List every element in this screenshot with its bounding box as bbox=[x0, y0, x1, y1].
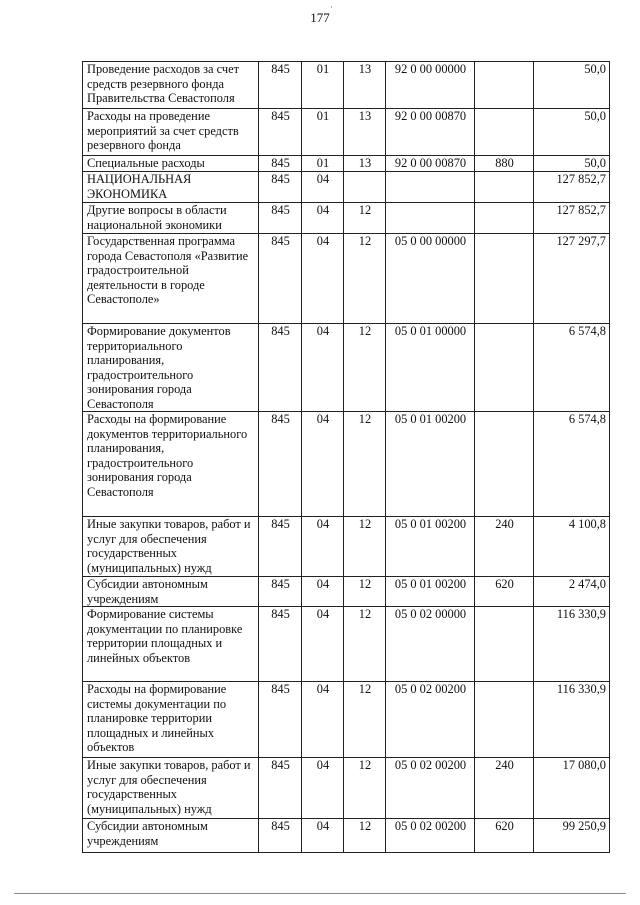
row-expense-type bbox=[475, 682, 534, 758]
row-ved-code: 845 bbox=[259, 607, 302, 682]
row-target-code: 05 0 02 00200 bbox=[386, 758, 475, 819]
row-expense-type: 240 bbox=[475, 758, 534, 819]
row-target-code: 05 0 01 00200 bbox=[386, 517, 475, 577]
row-amount: 116 330,9 bbox=[534, 682, 610, 758]
row-section-code: 04 bbox=[302, 234, 344, 324]
page-number: 177 bbox=[310, 10, 330, 25]
row-name: НАЦИОНАЛЬНАЯ ЭКОНОМИКА bbox=[83, 172, 259, 203]
table-row bbox=[83, 234, 610, 324]
row-section-code: 04 bbox=[302, 324, 344, 412]
row-ved-code: 845 bbox=[259, 758, 302, 819]
row-ved-code: 845 bbox=[259, 682, 302, 758]
table-row bbox=[83, 109, 610, 156]
row-ved-code: 845 bbox=[259, 172, 302, 203]
row-target-code: 05 0 01 00200 bbox=[386, 577, 475, 607]
row-name: Иные закупки товаров, работ и услуг для обеспечения государственных (муниципальных) нужд bbox=[83, 758, 259, 819]
row-amount: 6 574,8 bbox=[534, 412, 610, 517]
row-expense-type: 880 bbox=[475, 156, 534, 172]
row-expense-type bbox=[475, 109, 534, 156]
row-subsection-code: 12 bbox=[344, 577, 386, 607]
row-target-code: 05 0 01 00200 bbox=[386, 412, 475, 517]
row-expense-type bbox=[475, 412, 534, 517]
row-ved-code: 845 bbox=[259, 577, 302, 607]
row-name: Субсидии автономным учреждениям bbox=[83, 577, 259, 607]
table-row bbox=[83, 62, 610, 109]
row-amount: 99 250,9 bbox=[534, 819, 610, 853]
row-expense-type: 620 bbox=[475, 819, 534, 853]
row-amount: 50,0 bbox=[534, 109, 610, 156]
row-section-code: 04 bbox=[302, 819, 344, 853]
row-name: Расходы на формирование системы документации по планировке территории площадных и линейных объектов bbox=[83, 682, 259, 758]
row-subsection-code: 12 bbox=[344, 324, 386, 412]
row-ved-code: 845 bbox=[259, 156, 302, 172]
row-amount: 50,0 bbox=[534, 156, 610, 172]
table-row bbox=[83, 324, 610, 412]
row-amount: 127 852,7 bbox=[534, 172, 610, 203]
row-ved-code: 845 bbox=[259, 203, 302, 234]
row-ved-code: 845 bbox=[259, 412, 302, 517]
row-target-code: 05 0 00 00000 bbox=[386, 234, 475, 324]
row-name: Государственная программа города Севастополя «Развитие градостроительной деятельности в городе Севастополе» bbox=[83, 234, 259, 324]
row-target-code: 92 0 00 00870 bbox=[386, 156, 475, 172]
row-target-code: 05 0 02 00000 bbox=[386, 607, 475, 682]
row-subsection-code bbox=[344, 172, 386, 203]
row-name: Формирование документов территориального планирования, градостроительного зонирования города Севастополя bbox=[83, 324, 259, 412]
row-expense-type bbox=[475, 62, 534, 109]
table-row bbox=[83, 203, 610, 234]
row-section-code: 01 bbox=[302, 156, 344, 172]
row-amount: 2 474,0 bbox=[534, 577, 610, 607]
budget-table bbox=[82, 61, 610, 853]
row-ved-code: 845 bbox=[259, 517, 302, 577]
table-row bbox=[83, 577, 610, 607]
row-name: Расходы на формирование документов территориального планирования, градостроительного зонирования города Севастополя bbox=[83, 412, 259, 517]
row-expense-type bbox=[475, 172, 534, 203]
row-subsection-code: 12 bbox=[344, 682, 386, 758]
row-name: Расходы на проведение мероприятий за счет средств резервного фонда bbox=[83, 109, 259, 156]
row-amount: 6 574,8 bbox=[534, 324, 610, 412]
row-subsection-code: 12 bbox=[344, 758, 386, 819]
row-ved-code: 845 bbox=[259, 324, 302, 412]
table-row bbox=[83, 172, 610, 203]
row-target-code: 92 0 00 00870 bbox=[386, 109, 475, 156]
row-section-code: 01 bbox=[302, 109, 344, 156]
row-expense-type bbox=[475, 203, 534, 234]
row-name: Формирование системы документации по планировке территории площадных и линейных объектов bbox=[83, 607, 259, 682]
scan-mark: · bbox=[330, 2, 333, 12]
table-row bbox=[83, 758, 610, 819]
row-name: Другие вопросы в области национальной экономики bbox=[83, 203, 259, 234]
table-row bbox=[83, 819, 610, 853]
row-amount: 4 100,8 bbox=[534, 517, 610, 577]
row-expense-type: 620 bbox=[475, 577, 534, 607]
row-target-code: 05 0 01 00000 bbox=[386, 324, 475, 412]
row-name: Субсидии автономным учреждениям bbox=[83, 819, 259, 853]
row-ved-code: 845 bbox=[259, 109, 302, 156]
row-name: Иные закупки товаров, работ и услуг для обеспечения государственных (муниципальных) нужд bbox=[83, 517, 259, 577]
row-amount: 127 852,7 bbox=[534, 203, 610, 234]
row-section-code: 04 bbox=[302, 577, 344, 607]
row-expense-type: 240 bbox=[475, 517, 534, 577]
row-subsection-code: 12 bbox=[344, 234, 386, 324]
row-amount: 116 330,9 bbox=[534, 607, 610, 682]
row-expense-type bbox=[475, 607, 534, 682]
row-subsection-code: 13 bbox=[344, 62, 386, 109]
row-expense-type bbox=[475, 234, 534, 324]
table-row bbox=[83, 517, 610, 577]
row-section-code: 04 bbox=[302, 203, 344, 234]
row-target-code bbox=[386, 203, 475, 234]
row-subsection-code: 13 bbox=[344, 109, 386, 156]
row-subsection-code: 12 bbox=[344, 607, 386, 682]
page-bottom-divider bbox=[14, 893, 626, 894]
row-ved-code: 845 bbox=[259, 62, 302, 109]
row-target-code: 92 0 00 00000 bbox=[386, 62, 475, 109]
table-row bbox=[83, 682, 610, 758]
table-row bbox=[83, 607, 610, 682]
row-ved-code: 845 bbox=[259, 234, 302, 324]
table-row bbox=[83, 412, 610, 517]
row-section-code: 04 bbox=[302, 517, 344, 577]
row-target-code bbox=[386, 172, 475, 203]
row-section-code: 04 bbox=[302, 682, 344, 758]
row-ved-code: 845 bbox=[259, 819, 302, 853]
row-section-code: 04 bbox=[302, 412, 344, 517]
row-target-code: 05 0 02 00200 bbox=[386, 819, 475, 853]
row-section-code: 04 bbox=[302, 758, 344, 819]
row-subsection-code: 12 bbox=[344, 203, 386, 234]
row-amount: 127 297,7 bbox=[534, 234, 610, 324]
row-amount: 17 080,0 bbox=[534, 758, 610, 819]
row-amount: 50,0 bbox=[534, 62, 610, 109]
row-target-code: 05 0 02 00200 bbox=[386, 682, 475, 758]
row-name: Специальные расходы bbox=[83, 156, 259, 172]
row-subsection-code: 12 bbox=[344, 819, 386, 853]
row-section-code: 04 bbox=[302, 607, 344, 682]
row-subsection-code: 12 bbox=[344, 517, 386, 577]
row-expense-type bbox=[475, 324, 534, 412]
row-name: Проведение расходов за счет средств резервного фонда Правительства Севастополя bbox=[83, 62, 259, 109]
table-row bbox=[83, 156, 610, 172]
row-subsection-code: 12 bbox=[344, 412, 386, 517]
row-section-code: 04 bbox=[302, 172, 344, 203]
row-section-code: 01 bbox=[302, 62, 344, 109]
row-subsection-code: 13 bbox=[344, 156, 386, 172]
